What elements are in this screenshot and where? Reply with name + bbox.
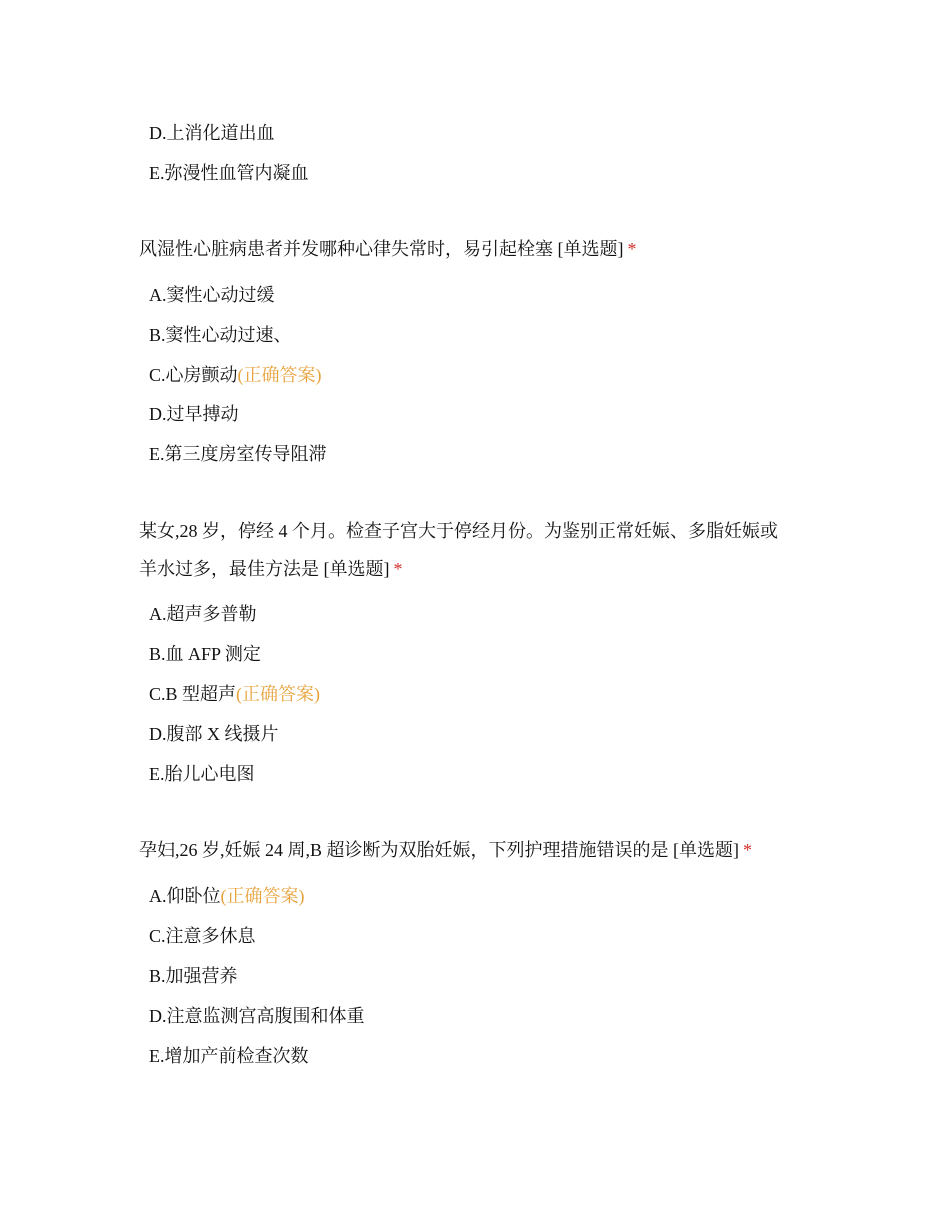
q3-option-b xyxy=(149,964,238,988)
q3-option-d xyxy=(149,1004,365,1028)
required-mark: * xyxy=(743,840,752,860)
question-text: 羊水过多，最佳方法是 [单选题] xyxy=(139,559,390,579)
q2-option-b xyxy=(149,642,261,666)
q3-option-c xyxy=(149,924,256,948)
option-text: C.注意多休息 xyxy=(149,926,256,946)
option-text: B.窦性心动过速、 xyxy=(149,325,292,345)
q2-option-c xyxy=(149,682,320,706)
required-mark: * xyxy=(393,559,403,579)
question-1-title xyxy=(139,237,819,261)
correct-answer-label: (正确答案) xyxy=(220,886,305,906)
q1-option-b xyxy=(149,323,292,347)
option-text: E.第三度房室传导阻滞 xyxy=(149,444,327,464)
option-text: E.胎儿心电图 xyxy=(149,764,255,784)
option-text: D.上消化道出血 xyxy=(149,123,275,143)
q1-option-d xyxy=(149,402,239,426)
option-text: B.血 AFP 测定 xyxy=(149,644,261,664)
q1-option-a xyxy=(149,283,275,307)
option-text: C.心房颤动 xyxy=(149,365,238,385)
option-text: D.注意监测宫高腹围和体重 xyxy=(149,1006,365,1026)
option-text: A.仰卧位 xyxy=(149,886,221,906)
question-2-title xyxy=(139,519,819,595)
option-text: D.腹部 X 线摄片 xyxy=(149,724,279,744)
option-text: B.加强营养 xyxy=(149,966,238,986)
correct-answer-label: (正确答案) xyxy=(237,365,322,385)
question-text: 孕妇,26 岁,妊娠 24 周,B 超诊断为双胎妊娠，下列护理措施错误的是 [单选题] xyxy=(139,840,739,860)
option-text: A.超声多普勒 xyxy=(149,604,257,624)
q2-option-a xyxy=(149,602,257,626)
option-text: C.B 型超声 xyxy=(149,684,237,704)
question-3-title xyxy=(139,838,819,862)
option-text: D.过早搏动 xyxy=(149,404,239,424)
q3-option-a xyxy=(149,884,305,908)
option-d xyxy=(149,121,275,145)
question-text: 风湿性心脏病患者并发哪种心律失常时，易引起栓塞 [单选题] xyxy=(139,239,624,259)
option-text: E.弥漫性血管内凝血 xyxy=(149,163,309,183)
option-e xyxy=(149,161,309,185)
correct-answer-label: (正确答案) xyxy=(236,684,321,704)
required-mark: * xyxy=(627,239,637,259)
q2-option-e xyxy=(149,762,255,786)
option-text: A.窦性心动过缓 xyxy=(149,285,275,305)
q1-option-e xyxy=(149,442,327,466)
question-text-line-1: 某女,28 岁，停经 4 个月。检查子宫大于停经月份。为鉴别正常妊娠、多脂妊娠或 xyxy=(139,521,778,541)
q3-option-e xyxy=(149,1044,309,1068)
q1-option-c xyxy=(149,363,322,387)
question-text-line-2 xyxy=(139,557,819,595)
q2-option-d xyxy=(149,722,279,746)
option-text: E.增加产前检查次数 xyxy=(149,1046,309,1066)
